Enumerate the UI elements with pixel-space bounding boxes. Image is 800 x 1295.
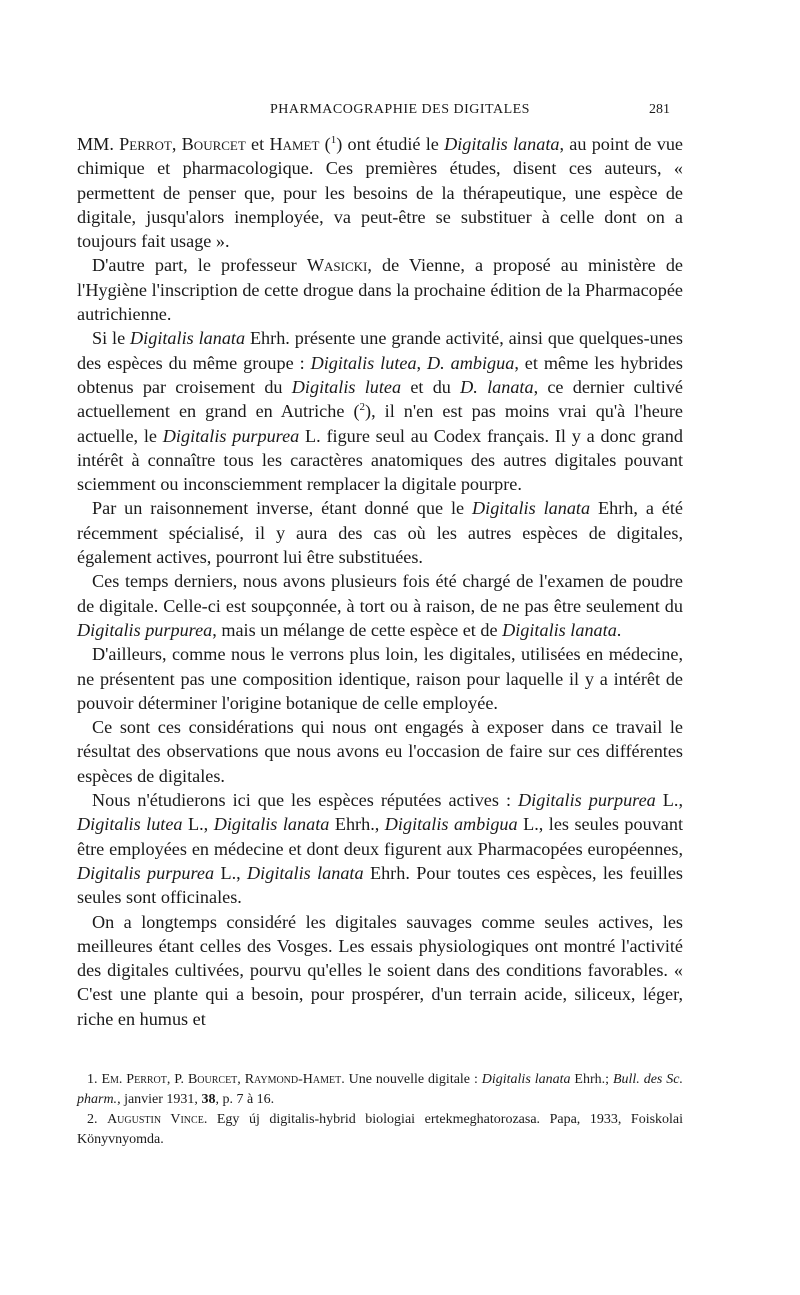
page-number: 281 [649,102,670,117]
page-header [0,102,800,122]
paragraph: Par un raisonnement inverse, étant donné que le Digitalis lanata Ehrh, a été récemment spécialisé, il y aura des cas où les autres espèces de digitales, également actives, pourront lui être substituées. [77,498,684,568]
paragraph: D'ailleurs, comme nous le verrons plus loin, les digitales, utilisées en médecine, ne présentent pas une composition identique, raison pour laquelle il y a intérêt de pouvoir déterminer l'origine botanique de celle employée. [77,644,683,713]
footnote-ref: 2 [359,401,366,414]
paragraph: MM. Perrot, Bourcet et Hamet ($^1$) ont étudié le Digitalis lanata, au point de vue chimique et pharmacologique. Ces premières études, disent ces auteurs, « permettent de penser que, pour les besoins de la thérapeutique, une espèce de digitale, jusqu'alors inemployée, va peut-être se substituer à celle dont on a toujours fait usage ». [77,133,683,252]
footnote: 2. Augustin Vince. Egy új digitalis-hybrid biologiai ertekmeghatorozasa. Papa, 1933, Foiskolai Könyvnyomda. [77,1112,684,1147]
paragraph: D'autre part, le professeur Wasicki, de Vienne, a proposé au ministère de l'Hygiène l'inscription de cette drogue dans la prochaine édition de la Pharmacopée autrichienne. [77,255,683,325]
body-text [77,132,683,1031]
paragraph: Si le Digitalis lanata Ehrh. présente une grande activité, ainsi que quelques-unes des espèces du même groupe : Digitalis lutea, D. ambigua, et même les hybrides obtenus par croisement du Digitalis lutea et du D. lanata, ce dernier cultivé actuellement en grand en Autriche ($^2$), il n'en est pas moins vrai qu'à l'heure actuelle, le Digitalis purpurea L. figure seul au Codex français. Il y a donc grand intérêt à connaître tous les caractères anatomiques des autres digitales pouvant sciemment ou inconsciemment remplacer la digitale pourpre. [77,328,684,495]
running-title: PHARMACOGRAPHIE DES DIGITALES [270,102,530,117]
paragraph: Ce sont ces considérations qui nous ont engagés à exposer dans ce travail le résultat des observations que nous avons eu l'occasion de faire sur ces différentes espèces de digitales. [77,717,683,786]
footnotes [77,1070,683,1150]
footnote: 1. Em. Perrot, P. Bourcet, Raymond-Hamet. Une nouvelle digitale : Digitalis lanata Ehrh.; Bull. des Sc. pharm., janvier 1931, 38, p. 7 à 16. [77,1072,683,1107]
paragraph: Ces temps derniers, nous avons plusieurs fois été chargé de l'examen de poudre de digitale. Celle-ci est soupçonnée, à tort ou à raison, de ne pas être seulement du Digitalis purpurea, mais un mélange de cette espèce et de Digitalis lanata. [77,571,683,640]
paragraph: On a longtemps considéré les digitales sauvages comme seules actives, les meilleures étant celles des Vosges. Les essais physiologiques ont montré l'activité des digitales cultivées, pourvu qu'elles le soient dans des conditions favorables. « C'est une plante qui a besoin, pour prospérer, d'un terrain acide, siliceux, léger, riche en humus et [77,911,683,1029]
footnote-ref: 1 [330,133,337,146]
paragraph: Nous n'étudierons ici que les espèces réputées actives : Digitalis purpurea L., Digitalis lutea L., Digitalis lanata Ehrh., Digitalis ambigua L., les seules pouvant être employées en médecine et dont deux figurent aux Pharmacopées européennes, Digitalis purpurea L., Digitalis lanata Ehrh. Pour toutes ces espèces, les feuilles seules sont officinales. [77,790,684,908]
